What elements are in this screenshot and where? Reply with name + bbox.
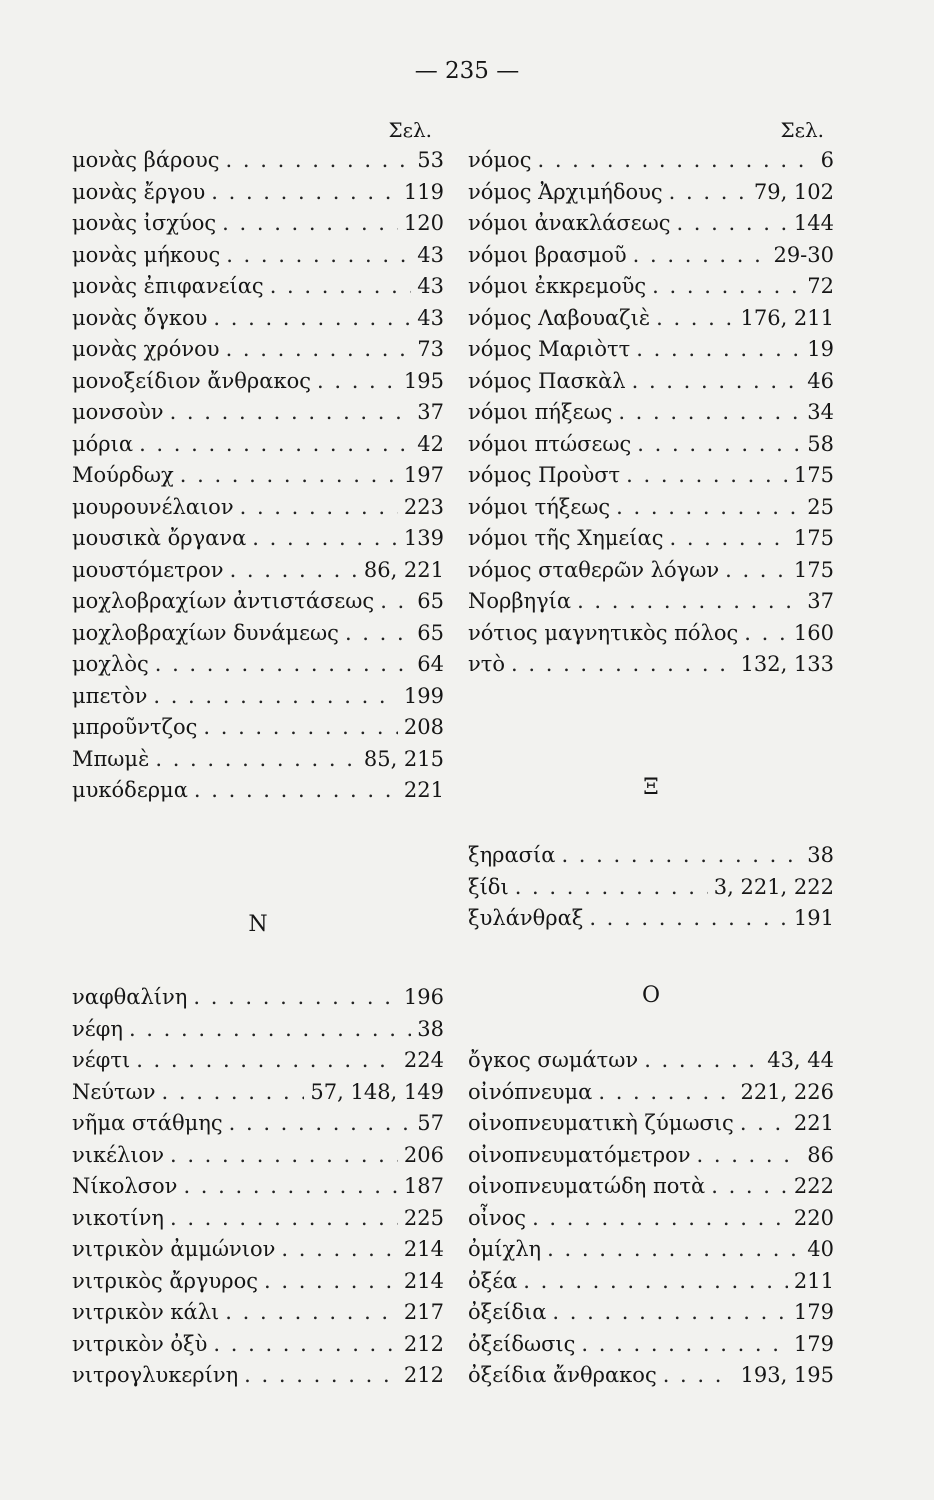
- index-entry: [72, 1014, 444, 1044]
- index-page-numbers: 224: [403, 1048, 444, 1072]
- index-entry: [468, 1077, 834, 1107]
- dot-leader: [547, 1234, 801, 1264]
- index-term: οἰνοπνευματώδη ποτὰ: [468, 1174, 706, 1198]
- dot-leader: [581, 1329, 787, 1359]
- index-term: νόμοι ἐκκρεμοῦς: [468, 274, 647, 298]
- index-page-numbers: 37: [807, 589, 834, 613]
- index-term: Μπωμὲ: [72, 746, 150, 771]
- index-term: ντὸ: [468, 652, 506, 676]
- dot-leader: [281, 1234, 397, 1264]
- index-entry: [468, 586, 834, 616]
- index-page-numbers: 196: [403, 985, 444, 1009]
- index-page-numbers: 86: [807, 1142, 834, 1167]
- index-page-numbers: 72: [807, 274, 834, 298]
- dot-leader: [598, 1077, 734, 1107]
- index-term: νῆμα στάθμης: [72, 1111, 223, 1135]
- index-term: Νίκολσον: [72, 1174, 178, 1198]
- dot-leader: [633, 240, 768, 270]
- dot-leader: [632, 366, 802, 396]
- index-page-numbers: 214: [403, 1268, 444, 1293]
- dot-leader: [155, 649, 412, 679]
- dot-leader: [616, 492, 801, 522]
- index-page-numbers: 223: [403, 494, 444, 519]
- index-term: μονσοὺν: [72, 400, 164, 424]
- dot-leader: [380, 586, 411, 616]
- index-entry: [468, 397, 834, 427]
- index-page-numbers: 206: [403, 1142, 444, 1167]
- index-page-numbers: 43, 44: [767, 1048, 834, 1072]
- dot-leader: [226, 334, 412, 364]
- dot-leader: [136, 1045, 398, 1075]
- dot-leader: [226, 145, 412, 175]
- index-page-numbers: 193, 195: [740, 1363, 834, 1387]
- dot-leader: [669, 523, 787, 553]
- dot-leader: [183, 1171, 397, 1201]
- index-entry: [468, 1297, 834, 1327]
- dot-leader: [153, 681, 398, 711]
- index-page-numbers: 179: [793, 1300, 834, 1324]
- index-page-numbers: 119: [403, 179, 444, 204]
- index-entry: [72, 1329, 444, 1359]
- index-entry: [468, 523, 834, 553]
- index-term: ὄγκος σωμάτων: [468, 1048, 639, 1072]
- dot-leader: [193, 982, 398, 1012]
- index-term: νέφτι: [72, 1048, 131, 1072]
- index-term: νόμος: [468, 148, 532, 172]
- dot-leader: [225, 1297, 398, 1327]
- index-entry: [72, 334, 444, 364]
- dot-leader: [264, 1266, 398, 1296]
- index-entry: [468, 240, 834, 270]
- index-page-numbers: 221: [793, 1111, 834, 1135]
- index-term: ὀξείδια ἄνθρακος: [468, 1363, 657, 1387]
- index-entry: [72, 177, 444, 207]
- index-entry: [468, 1266, 834, 1296]
- dot-leader: [652, 271, 801, 301]
- dot-leader: [644, 1045, 761, 1075]
- index-page-numbers: 120: [403, 211, 444, 235]
- index-entry: [468, 366, 834, 396]
- dot-leader: [532, 1203, 788, 1233]
- dot-leader: [515, 872, 708, 902]
- dot-leader: [589, 903, 788, 933]
- index-page-numbers: 212: [403, 1331, 444, 1356]
- index-page-numbers: 65: [417, 620, 444, 645]
- index-page-numbers: 38: [807, 843, 834, 867]
- index-page-numbers: 53: [417, 148, 444, 172]
- dot-leader: [740, 1108, 788, 1138]
- dot-leader: [226, 240, 411, 270]
- index-page-numbers: 85, 215: [363, 746, 444, 771]
- index-entry: [72, 586, 444, 616]
- dot-leader: [222, 208, 398, 238]
- index-term: νόμος Πασκὰλ: [468, 368, 626, 393]
- dot-leader: [697, 1140, 802, 1170]
- index-entry: [72, 1360, 444, 1390]
- dot-leader: [252, 523, 398, 553]
- index-entry: [468, 1171, 834, 1201]
- index-entry: [72, 145, 444, 175]
- index-page-numbers: 38: [417, 1016, 444, 1041]
- index-page-numbers: 199: [403, 683, 444, 708]
- index-term: νόμοι πήξεως: [468, 400, 613, 424]
- index-term: μπροῦντζος: [72, 715, 198, 739]
- index-term: ὀξείδωσις: [468, 1331, 576, 1356]
- index-term: νόμοι τῆς Χημείας: [468, 526, 664, 550]
- dot-leader: [203, 712, 398, 742]
- dot-leader: [577, 586, 801, 616]
- index-entry: [72, 618, 444, 648]
- index-page-numbers: 65: [417, 589, 444, 613]
- index-entry: [468, 555, 834, 585]
- dot-leader: [211, 177, 398, 207]
- index-entry: [468, 145, 834, 175]
- dot-leader: [229, 1108, 412, 1138]
- index-page-numbers: 220: [793, 1205, 834, 1230]
- index-page-numbers: 187: [403, 1174, 444, 1198]
- index-page-numbers: 208: [403, 715, 444, 739]
- index-entry: [72, 775, 444, 805]
- index-term: μυκόδερμα: [72, 778, 188, 802]
- dot-leader: [552, 1297, 788, 1327]
- index-page-numbers: 57, 148, 149: [310, 1079, 444, 1104]
- index-term: ὀξέα: [468, 1268, 518, 1293]
- index-page-numbers: 46: [807, 368, 834, 393]
- index-term: μοχλὸς: [72, 652, 149, 676]
- index-entry: [468, 1045, 834, 1075]
- dot-leader: [139, 429, 411, 459]
- index-term: οἰνοπνευματόμετρον: [468, 1142, 691, 1167]
- dot-leader: [626, 460, 788, 490]
- dot-leader: [129, 1014, 411, 1044]
- index-page-numbers: 132, 133: [740, 652, 834, 676]
- index-entry: [468, 1108, 834, 1138]
- index-term: νικέλιον: [72, 1142, 164, 1167]
- index-page-numbers: 43: [417, 242, 444, 267]
- index-page-numbers: 3, 221, 222: [713, 874, 834, 899]
- dot-leader: [270, 271, 412, 301]
- index-entry: [468, 177, 834, 207]
- index-entry: [468, 429, 834, 459]
- dot-leader: [213, 303, 411, 333]
- index-page-numbers: 191: [793, 906, 834, 930]
- index-page-numbers: 197: [403, 463, 444, 487]
- index-term: μονὰς ὄγκου: [72, 305, 208, 330]
- section-letter-heading: Ν: [248, 912, 268, 937]
- index-page-numbers: 225: [403, 1205, 444, 1230]
- dot-leader: [656, 303, 734, 333]
- index-entry: [72, 1077, 444, 1107]
- index-entry: [468, 1203, 834, 1233]
- index-term: νέφη: [72, 1016, 123, 1041]
- column-header-pages: Σελ.: [388, 118, 432, 142]
- index-term: Νεύτων: [72, 1079, 156, 1104]
- index-page-numbers: 19: [807, 337, 834, 361]
- index-entry: [468, 903, 834, 933]
- index-page-numbers: 175: [793, 557, 834, 582]
- index-entry: [72, 649, 444, 679]
- index-page-numbers: 211: [793, 1268, 834, 1293]
- index-page-numbers: 139: [403, 526, 444, 550]
- index-entry: [72, 744, 444, 774]
- index-term: μονὰς ἔργου: [72, 179, 206, 204]
- index-term: νιτρικὸς ἄργυρος: [72, 1268, 258, 1293]
- index-entry: [72, 523, 444, 553]
- dot-leader: [618, 397, 801, 427]
- dot-leader: [523, 1266, 788, 1296]
- index-term: μουρουνέλαιον: [72, 494, 234, 519]
- index-entry: [468, 334, 834, 364]
- index-page-numbers: 214: [403, 1237, 444, 1261]
- index-entry: [468, 492, 834, 522]
- index-page-numbers: 217: [403, 1300, 444, 1324]
- index-term: μονὰς ἐπιφανείας: [72, 274, 264, 298]
- index-page-numbers: 160: [793, 620, 834, 645]
- dot-leader: [744, 618, 788, 648]
- index-entry: [72, 681, 444, 711]
- index-entry: [468, 271, 834, 301]
- index-entry: [72, 240, 444, 270]
- index-term: ναφθαλίνη: [72, 985, 188, 1009]
- index-term: ὀξείδια: [468, 1300, 547, 1324]
- index-term: μονὰς μήκους: [72, 242, 221, 267]
- index-term: μονὰς ἰσχύος: [72, 211, 217, 235]
- index-term: μπετὸν: [72, 683, 148, 708]
- index-entry: [72, 982, 444, 1012]
- index-entry: [468, 840, 834, 870]
- index-entry: [468, 649, 834, 679]
- dot-leader: [162, 1077, 305, 1107]
- index-page-numbers: 175: [793, 526, 834, 550]
- dot-leader: [155, 744, 357, 774]
- index-page-numbers: 176, 211: [740, 305, 834, 330]
- index-entry: [72, 1234, 444, 1264]
- index-entry: [72, 460, 444, 490]
- index-page-numbers: 73: [417, 337, 444, 361]
- index-page-numbers: 57: [417, 1111, 444, 1135]
- index-term: νόμοι πτώσεως: [468, 431, 632, 456]
- dot-leader: [170, 1140, 398, 1170]
- index-entry: [468, 1140, 834, 1170]
- dot-leader: [240, 492, 398, 522]
- index-page-numbers: 37: [417, 400, 444, 424]
- dot-leader: [725, 555, 788, 585]
- index-entry: [72, 1266, 444, 1296]
- dot-leader: [244, 1360, 398, 1390]
- index-term: νόμοι ἀνακλάσεως: [468, 211, 671, 235]
- index-page-numbers: 6: [820, 148, 834, 172]
- index-term: μοχλοβραχίων ἀντιστάσεως: [72, 589, 375, 613]
- index-entry: [72, 1045, 444, 1075]
- dot-leader: [230, 555, 358, 585]
- index-page-numbers: 222: [793, 1174, 834, 1198]
- index-entry: [72, 366, 444, 396]
- index-term: νιτρικὸν ἀμμώνιον: [72, 1237, 276, 1261]
- index-entry: [72, 303, 444, 333]
- index-term: μοχλοβραχίων δυνάμεως: [72, 620, 339, 645]
- index-term: μονὰς βάρους: [72, 148, 220, 172]
- index-term: νόμος Προὺστ: [468, 463, 621, 487]
- dot-leader: [537, 145, 814, 175]
- index-page-numbers: 195: [403, 368, 444, 393]
- index-term: νιτρικὸν κάλι: [72, 1300, 220, 1324]
- dot-leader: [213, 1329, 398, 1359]
- index-entry: [72, 1140, 444, 1170]
- index-entry: [468, 303, 834, 333]
- index-term: νόμοι βρασμοῦ: [468, 242, 627, 267]
- index-entry: [468, 618, 834, 648]
- dot-leader: [663, 1360, 735, 1390]
- dot-leader: [170, 1203, 398, 1233]
- index-page-numbers: 212: [403, 1363, 444, 1387]
- index-term: Μούρδωχ: [72, 463, 174, 487]
- index-page-numbers: 221: [403, 778, 444, 802]
- index-term: νιτρικὸν ὀξὺ: [72, 1331, 208, 1356]
- index-entry: [72, 397, 444, 427]
- dot-leader: [561, 840, 801, 870]
- index-term: νιτρογλυκερίνη: [72, 1363, 239, 1387]
- column-header-pages: Σελ.: [780, 118, 824, 142]
- index-term: ξυλάνθραξ: [468, 906, 584, 930]
- index-term: ξίδι: [468, 874, 509, 899]
- dot-leader: [180, 460, 398, 490]
- index-entry: [72, 1203, 444, 1233]
- index-page-numbers: 179: [793, 1331, 834, 1356]
- index-page-numbers: 58: [807, 431, 834, 456]
- section-letter-heading: Ο: [641, 983, 661, 1008]
- index-term: οἰνόπνευμα: [468, 1079, 593, 1104]
- dot-leader: [170, 397, 412, 427]
- index-page-numbers: 79, 102: [753, 179, 834, 204]
- index-term: μονοξείδιον ἄνθρακος: [72, 368, 311, 393]
- index-term: νικοτίνη: [72, 1205, 164, 1230]
- index-term: μουστόμετρον: [72, 557, 224, 582]
- index-term: μουσικὰ ὄργανα: [72, 526, 247, 550]
- index-term: νόμοι τήξεως: [468, 494, 611, 519]
- index-term: νόμος Μαριὸττ: [468, 337, 631, 361]
- index-term: νότιος μαγνητικὸς πόλος: [468, 620, 739, 645]
- section-letter-heading: Ξ: [643, 775, 659, 800]
- index-entry: [468, 1329, 834, 1359]
- index-term: νόμος Λαβουαζιὲ: [468, 305, 651, 330]
- index-term: ξηρασία: [468, 843, 556, 867]
- page-number: — 235 —: [414, 58, 520, 84]
- index-page-numbers: 64: [417, 652, 444, 676]
- index-term: μονὰς χρόνου: [72, 337, 220, 361]
- dot-leader: [711, 1171, 788, 1201]
- index-page-numbers: 175: [793, 463, 834, 487]
- dot-leader: [637, 429, 801, 459]
- index-entry: [72, 429, 444, 459]
- index-page-numbers: 221, 226: [740, 1079, 834, 1104]
- dot-leader: [636, 334, 801, 364]
- index-entry: [72, 492, 444, 522]
- index-term: οἰνοπνευματικὴ ζύμωσις: [468, 1111, 734, 1135]
- index-page-numbers: 43: [417, 274, 444, 298]
- index-entry: [468, 208, 834, 238]
- index-page-numbers: 40: [807, 1237, 834, 1261]
- index-entry: [72, 555, 444, 585]
- index-entry: [468, 872, 834, 902]
- index-entry: [468, 1234, 834, 1264]
- dot-leader: [317, 366, 398, 396]
- index-page-numbers: 86, 221: [363, 557, 444, 582]
- index-page-numbers: 29-30: [773, 242, 834, 267]
- index-entry: [72, 208, 444, 238]
- dot-leader: [511, 649, 734, 679]
- index-term: Νορβηγία: [468, 589, 572, 613]
- index-entry: [468, 1360, 834, 1390]
- index-entry: [468, 460, 834, 490]
- index-term: ὀμίχλη: [468, 1237, 542, 1261]
- index-entry: [72, 1171, 444, 1201]
- dot-leader: [345, 618, 411, 648]
- index-page-numbers: 144: [793, 211, 834, 235]
- index-entry: [72, 1108, 444, 1138]
- index-entry: [72, 712, 444, 742]
- dot-leader: [669, 177, 748, 207]
- index-page-numbers: 43: [417, 305, 444, 330]
- index-page-numbers: 42: [417, 431, 444, 456]
- index-entry: [72, 271, 444, 301]
- dot-leader: [194, 775, 398, 805]
- index-term: νόμος σταθερῶν λόγων: [468, 557, 720, 582]
- index-entry: [72, 1297, 444, 1327]
- index-page-numbers: 25: [807, 494, 834, 519]
- dot-leader: [676, 208, 787, 238]
- index-term: μόρια: [72, 431, 134, 456]
- index-page-numbers: 34: [807, 400, 834, 424]
- index-term: νόμος Ἀρχιμήδους: [468, 179, 663, 204]
- index-term: οἶνος: [468, 1205, 527, 1230]
